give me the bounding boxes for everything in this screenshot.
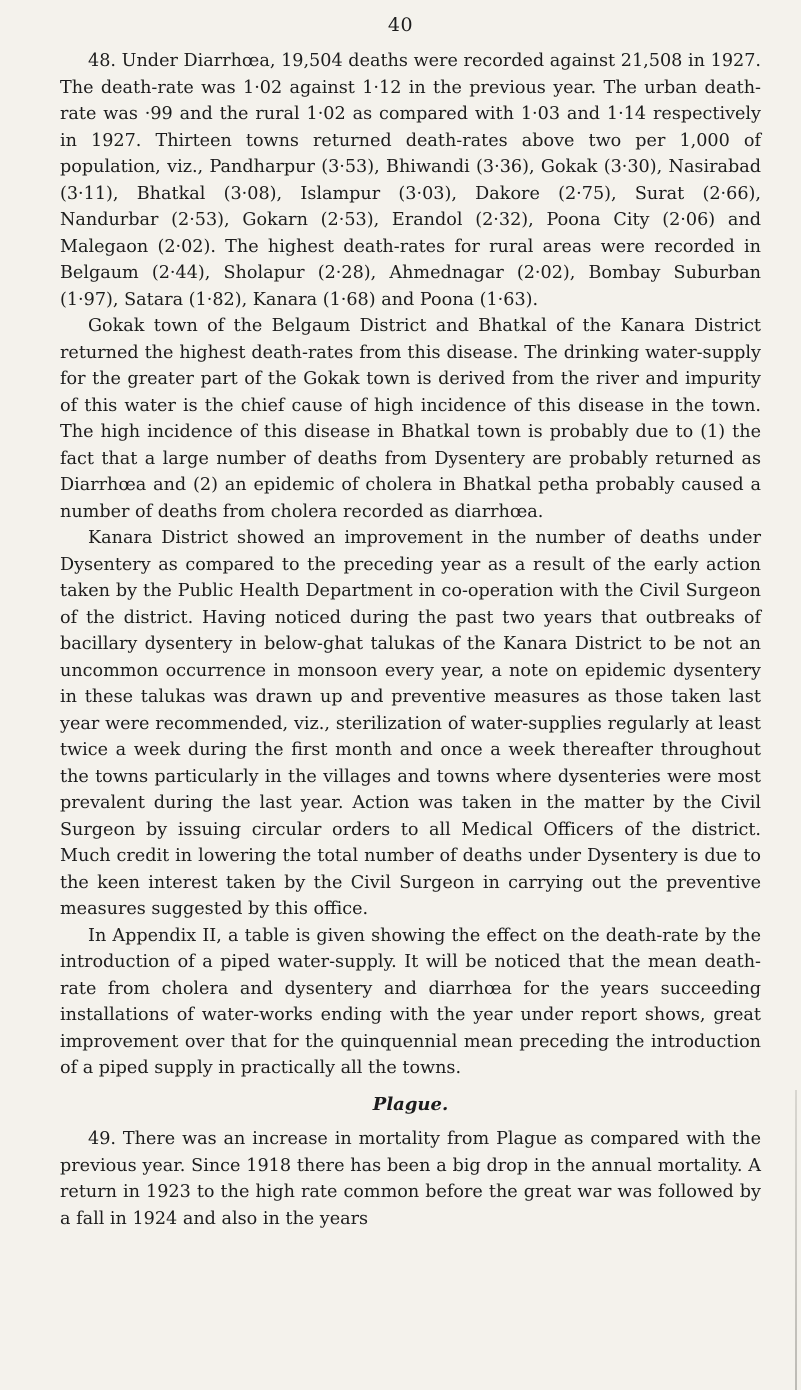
page-edge-shadow xyxy=(795,1090,797,1390)
section-heading-plague: Plague. xyxy=(372,1093,449,1115)
body-text xyxy=(60,48,761,1232)
paragraph-appendix-ii: In Appendix II, a table is given showing the effect on the death-rate by the introduction of a piped water-supply. It will be noticed that the mean death-rate from cholera and dysentery and diarrhœa for the years succeeding installations of water-works ending with the year under report shows, great improvement over that for the quinquennial mean preceding the introduction of a piped supply in practically all the towns. xyxy=(60,925,761,1078)
paragraph-diarrhoea-statistics: 48. Under Diarrhœa, 19,504 deaths were recorded against 21,508 in 1927. The death-rate was 1·02 against 1·12 in the previous year. The urban death-rate was ·99 and the rural 1·02 as compared with 1·03 and 1·14 respectively in 1927. Thirteen towns returned death-rates above two per 1,000 of population, viz., Pandharpur (3·53), Bhiwandi (3·36), Gokak (3·30), Nasirabad (3·11), Bhatkal (3·08), Islampur (3·03), Dakore (2·75), Surat (2·66), Nandurbar (2·53), Gokarn (2·53), Erandol (2·32), Poona City (2·06) and Malegaon (2·02). The highest death-rates for rural areas were recorded in Belgaum (2·44), Sholapur (2·28), Ahmednagar (2·02), Bombay Suburban (1·97), Satara (1·82), Kanara (1·68) and Poona (1·63). xyxy=(60,51,761,310)
paragraph-gokak-bhatkal: Gokak town of the Belgaum District and Bhatkal of the Kanara District returned the highest death-rates from this disease. The drinking water-supply for the greater part of the Gokak town is derived from the river and impurity of this water is the chief cause of high incidence of this disease in the town. The high incidence of this disease in Bhatkal town is probably due to (1) the fact that a large number of deaths from Dysentery are probably returned as Diarrhœa and (2) an epidemic of cholera in Bhatkal petha probably caused a number of deaths from cholera recorded as diarrhœa. xyxy=(60,316,761,522)
page-number: 40 xyxy=(387,14,414,36)
paragraph-kanara-dysentery: Kanara District showed an improvement in the number of deaths under Dysentery as compared to the preceding year as a result of the early action taken by the Public Health Department in co-operation with the Civil Surgeon of the district. Having noticed during the past two years that outbreaks of bacillary dysentery in below-ghat talukas of the Kanara District to be not an uncommon occurrence in monsoon every year, a note on epidemic dysentery in these talukas was drawn up and preventive measures as those taken last year were recommended, viz., sterilization of water-supplies regularly at least twice a week during the first month and once a week thereafter throughout the towns particularly in the villages and towns where dysenteries were most prevalent during the last year. Action was taken in the matter by the Civil Surgeon by issuing circular orders to all Medical Officers of the district. Much credit in lowering the total number of deaths under Dysentery is due to the keen interest taken by the Civil Surgeon in carrying out the preventive measures suggested by this office. xyxy=(60,528,761,919)
paragraph-plague: 49. There was an increase in mortality from Plague as compared with the previous year. Since 1918 there has been a big drop in the annual mortality. A return in 1923 to the high rate common before the great war was followed by a fall in 1924 and also in the years xyxy=(60,1129,761,1229)
